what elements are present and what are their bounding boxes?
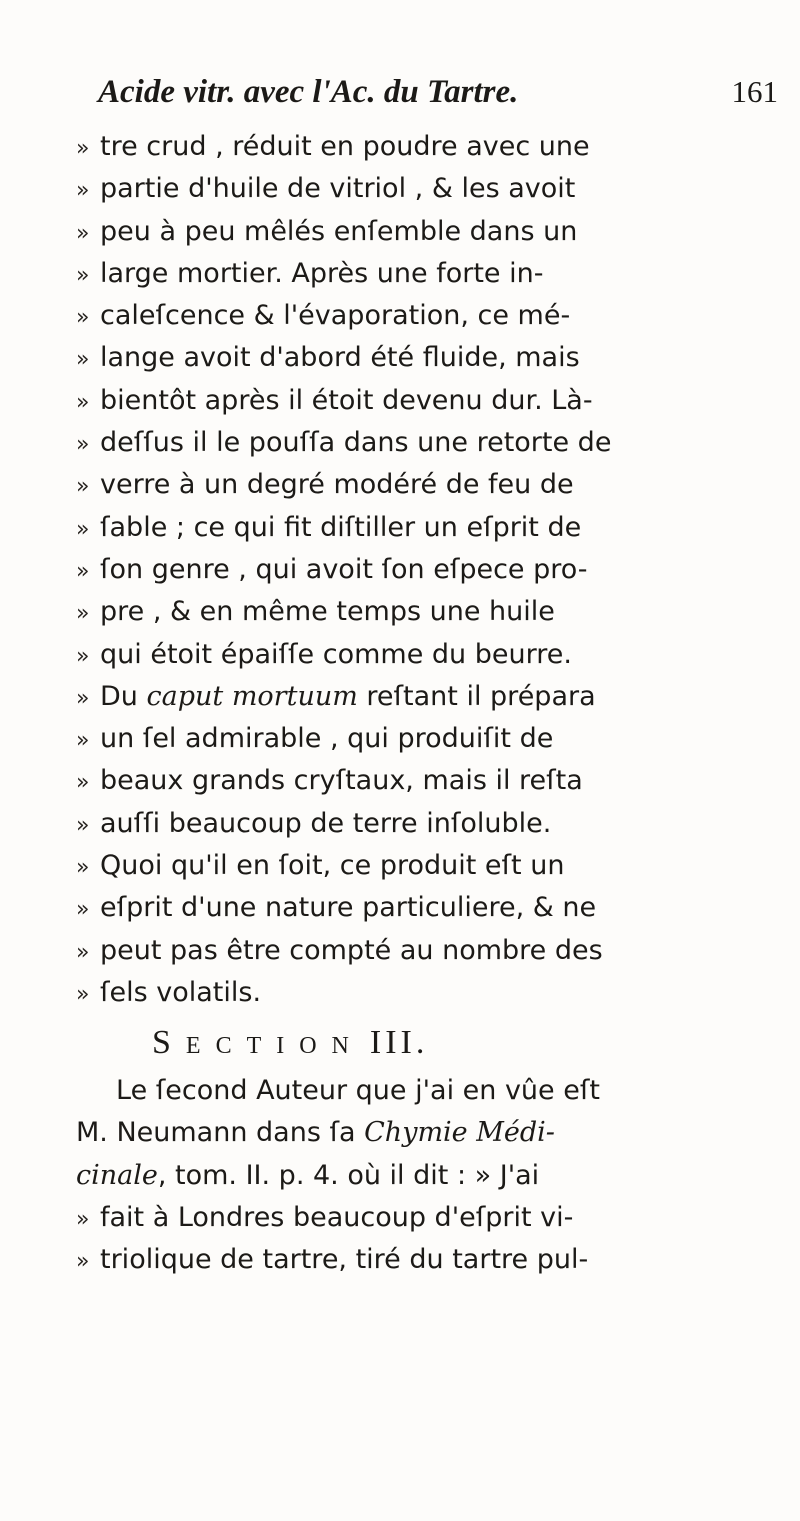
page-number: 161 <box>731 74 778 109</box>
quote-mark: » <box>76 601 90 627</box>
text-line: M. Neumann dans ſa Chymie Médi- <box>76 1112 776 1154</box>
section-label: Section <box>152 1024 364 1062</box>
text-line: » lange avoit d'abord été fluide, mais <box>76 337 776 379</box>
text-line: » ſon genre , qui avoit ſon eſpece pro- <box>76 549 776 591</box>
text-line: » un ſel admirable , qui produiſit de <box>76 718 776 760</box>
section-number: III. <box>369 1024 429 1062</box>
quote-mark: » <box>76 305 90 331</box>
text-line: » partie d'huile de vitriol , & les avoit <box>76 168 776 210</box>
text-line: » Du caput mortuum reſtant il prépara <box>76 676 776 718</box>
quote-mark: » <box>76 981 90 1007</box>
quoted-passage <box>76 126 776 1082</box>
quote-mark: » <box>76 897 90 923</box>
quote-mark: » <box>76 1249 90 1275</box>
quote-mark: » <box>76 855 90 881</box>
quote-mark: » <box>76 812 90 838</box>
text-line: » deſſus il le pouſſa dans une retorte de <box>76 422 776 464</box>
quote-mark: » <box>76 220 90 246</box>
running-header <box>98 74 778 120</box>
quote-mark: » <box>76 1206 90 1232</box>
book-title: cinale <box>76 1159 158 1191</box>
latin-term: caput mortuum <box>146 680 358 712</box>
quote-mark: » <box>76 262 90 288</box>
text-line: » ſels volatils. <box>76 972 776 1014</box>
running-title: Acide vitr. avec l'Ac. du Tartre. <box>98 74 519 110</box>
text-line: » peut pas être compté au nombre des <box>76 930 776 972</box>
quote-mark: » <box>76 389 90 415</box>
text-line: » tre crud , réduit en poudre avec une <box>76 126 776 168</box>
text-line: » fait à Londres beaucoup d'eſprit vi- <box>76 1197 776 1239</box>
quote-mark: » <box>76 685 90 711</box>
quote-mark: » <box>76 432 90 458</box>
text-line: » caleſcence & l'évaporation, ce mé- <box>76 295 776 337</box>
quote-mark: » <box>76 643 90 669</box>
text-line: » beaux grands cryſtaux, mais il reſta <box>76 760 776 802</box>
text-line: » pre , & en même temps une huile <box>76 591 776 633</box>
quote-mark: » <box>76 347 90 373</box>
text-line: Le ſecond Auteur que j'ai en vûe eſt <box>116 1075 600 1106</box>
quote-mark: » <box>76 516 90 542</box>
quote-mark: » <box>76 136 90 161</box>
quote-mark: » <box>76 770 90 796</box>
text-line: » large mortier. Après une forte in- <box>76 253 776 295</box>
quote-mark: » <box>76 728 90 754</box>
quote-mark: » <box>76 558 90 584</box>
second-paragraph <box>76 1070 776 1281</box>
text-line: » bientôt après il étoit devenu dur. Là- <box>76 380 776 422</box>
text-line: » triolique de tartre, tiré du tartre pul- <box>76 1239 776 1281</box>
text-line: » ſable ; ce qui fit diſtiller un eſprit de <box>76 507 776 549</box>
quote-mark: » <box>76 474 90 500</box>
text-line: » peu à peu mêlés enſemble dans un <box>76 211 776 253</box>
quote-mark: » <box>76 178 90 204</box>
text-line: cinale, tom. II. p. 4. où il dit : » J'ai <box>76 1155 776 1197</box>
text-line: » Quoi qu'il en ſoit, ce produit eſt un <box>76 845 776 887</box>
text-line: » qui étoit épaiſſe comme du beurre. <box>76 634 776 676</box>
text-line: » eſprit d'une nature particuliere, & ne <box>76 887 776 929</box>
text-line: » auſſi beaucoup de terre inſoluble. <box>76 803 776 845</box>
book-title: Chymie Médi- <box>364 1117 555 1149</box>
quote-mark: » <box>76 939 90 965</box>
text-line: » verre à un degré modéré de feu de <box>76 464 776 506</box>
